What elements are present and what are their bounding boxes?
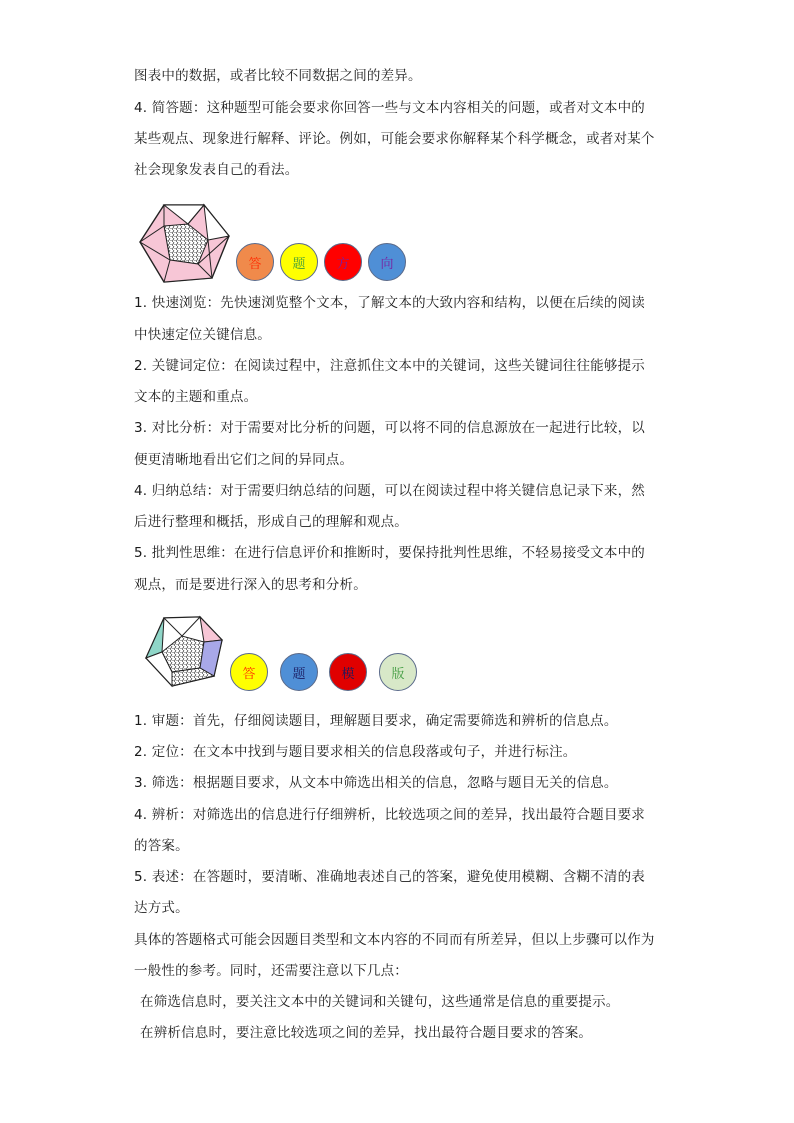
text-line: 4. 简答题：这种题型可能会要求你回答一些与文本内容相关的问题，或者对文本中的 (134, 100, 645, 116)
text-line: 4. 辨析：对筛选出的信息进行仔细辨析，比较选项之间的差异，找出最符合题目要求 (134, 807, 645, 823)
text-line: 观点，而是要进行深入的思考和分析。 (134, 577, 367, 593)
heading-circle (368, 243, 406, 281)
heading-char: 题 (292, 666, 306, 682)
heading-char: 答 (248, 256, 262, 272)
text-line: 在筛选信息时，要关注文本中的关键词和关键句，这些通常是信息的重要提示。 (140, 994, 620, 1010)
text-line: 5. 表述：在答题时，要清晰、准确地表述自己的答案，避免使用模糊、含糊不清的表 (134, 869, 645, 885)
heading-char: 答 (242, 666, 256, 682)
heading-circle (324, 243, 362, 281)
polyhedron-icon (142, 614, 226, 690)
heading-circle (329, 653, 367, 691)
heading-char: 模 (341, 666, 355, 682)
text-line: 中快速定位关键信息。 (134, 327, 271, 343)
text-line: 后进行整理和概括，形成自己的理解和观点。 (134, 514, 408, 530)
text-line: 一般性的参考。同时，还需要注意以下几点： (134, 963, 408, 979)
text-line: 在辨析信息时，要注意比较选项之间的差异，找出最符合题目要求的答案。 (140, 1025, 593, 1041)
text-line: 具体的答题格式可能会因题目类型和文本内容的不同而有所差异，但以上步骤可以作为 (134, 932, 655, 948)
text-line: 4. 归纳总结：对于需要归纳总结的问题，可以在阅读过程中将关键信息记录下来，然 (134, 483, 645, 499)
text-line: 2. 定位：在文本中找到与题目要求相关的信息段落或句子，并进行标注。 (134, 744, 577, 760)
text-line: 3. 对比分析：对于需要对比分析的问题，可以将不同的信息源放在一起进行比较，以 (134, 420, 645, 436)
heading-char: 向 (380, 256, 394, 272)
text-line: 1. 快速浏览：先快速浏览整个文本，了解文本的大致内容和结构，以便在后续的阅读 (134, 295, 645, 311)
text-line: 图表中的数据，或者比较不同数据之间的差异。 (134, 68, 422, 84)
heading-circle (379, 653, 417, 691)
heading-circle (280, 243, 318, 281)
heading-circle (280, 653, 318, 691)
text-line: 文本的主题和重点。 (134, 389, 258, 405)
text-line: 的答案。 (134, 838, 189, 854)
text-line: 达方式。 (134, 900, 189, 916)
text-line: 便更清晰地看出它们之间的异同点。 (134, 452, 354, 468)
text-line: 5. 批判性思维：在进行信息评价和推断时，要保持批判性思维，不轻易接受文本中的 (134, 545, 645, 561)
heading-circle (230, 653, 268, 691)
text-line: 1. 审题：首先，仔细阅读题目，理解题目要求，确定需要筛选和辨析的信息点。 (134, 713, 618, 729)
text-line: 3. 筛选：根据题目要求，从文本中筛选出相关的信息，忽略与题目无关的信息。 (134, 775, 618, 791)
heading-char: 版 (391, 666, 405, 682)
polyhedron-icon (136, 202, 234, 284)
text-line: 2. 关键词定位：在阅读过程中，注意抓住文本中的关键词，这些关键词往往能够提示 (134, 358, 645, 374)
heading-circle (236, 243, 274, 281)
text-line: 某些观点、现象进行解释、评论。例如，可能会要求你解释某个科学概念，或者对某个 (134, 131, 655, 147)
text-line: 社会现象发表自己的看法。 (134, 162, 299, 178)
heading-char: 方 (336, 256, 350, 272)
heading-char: 题 (292, 256, 306, 272)
